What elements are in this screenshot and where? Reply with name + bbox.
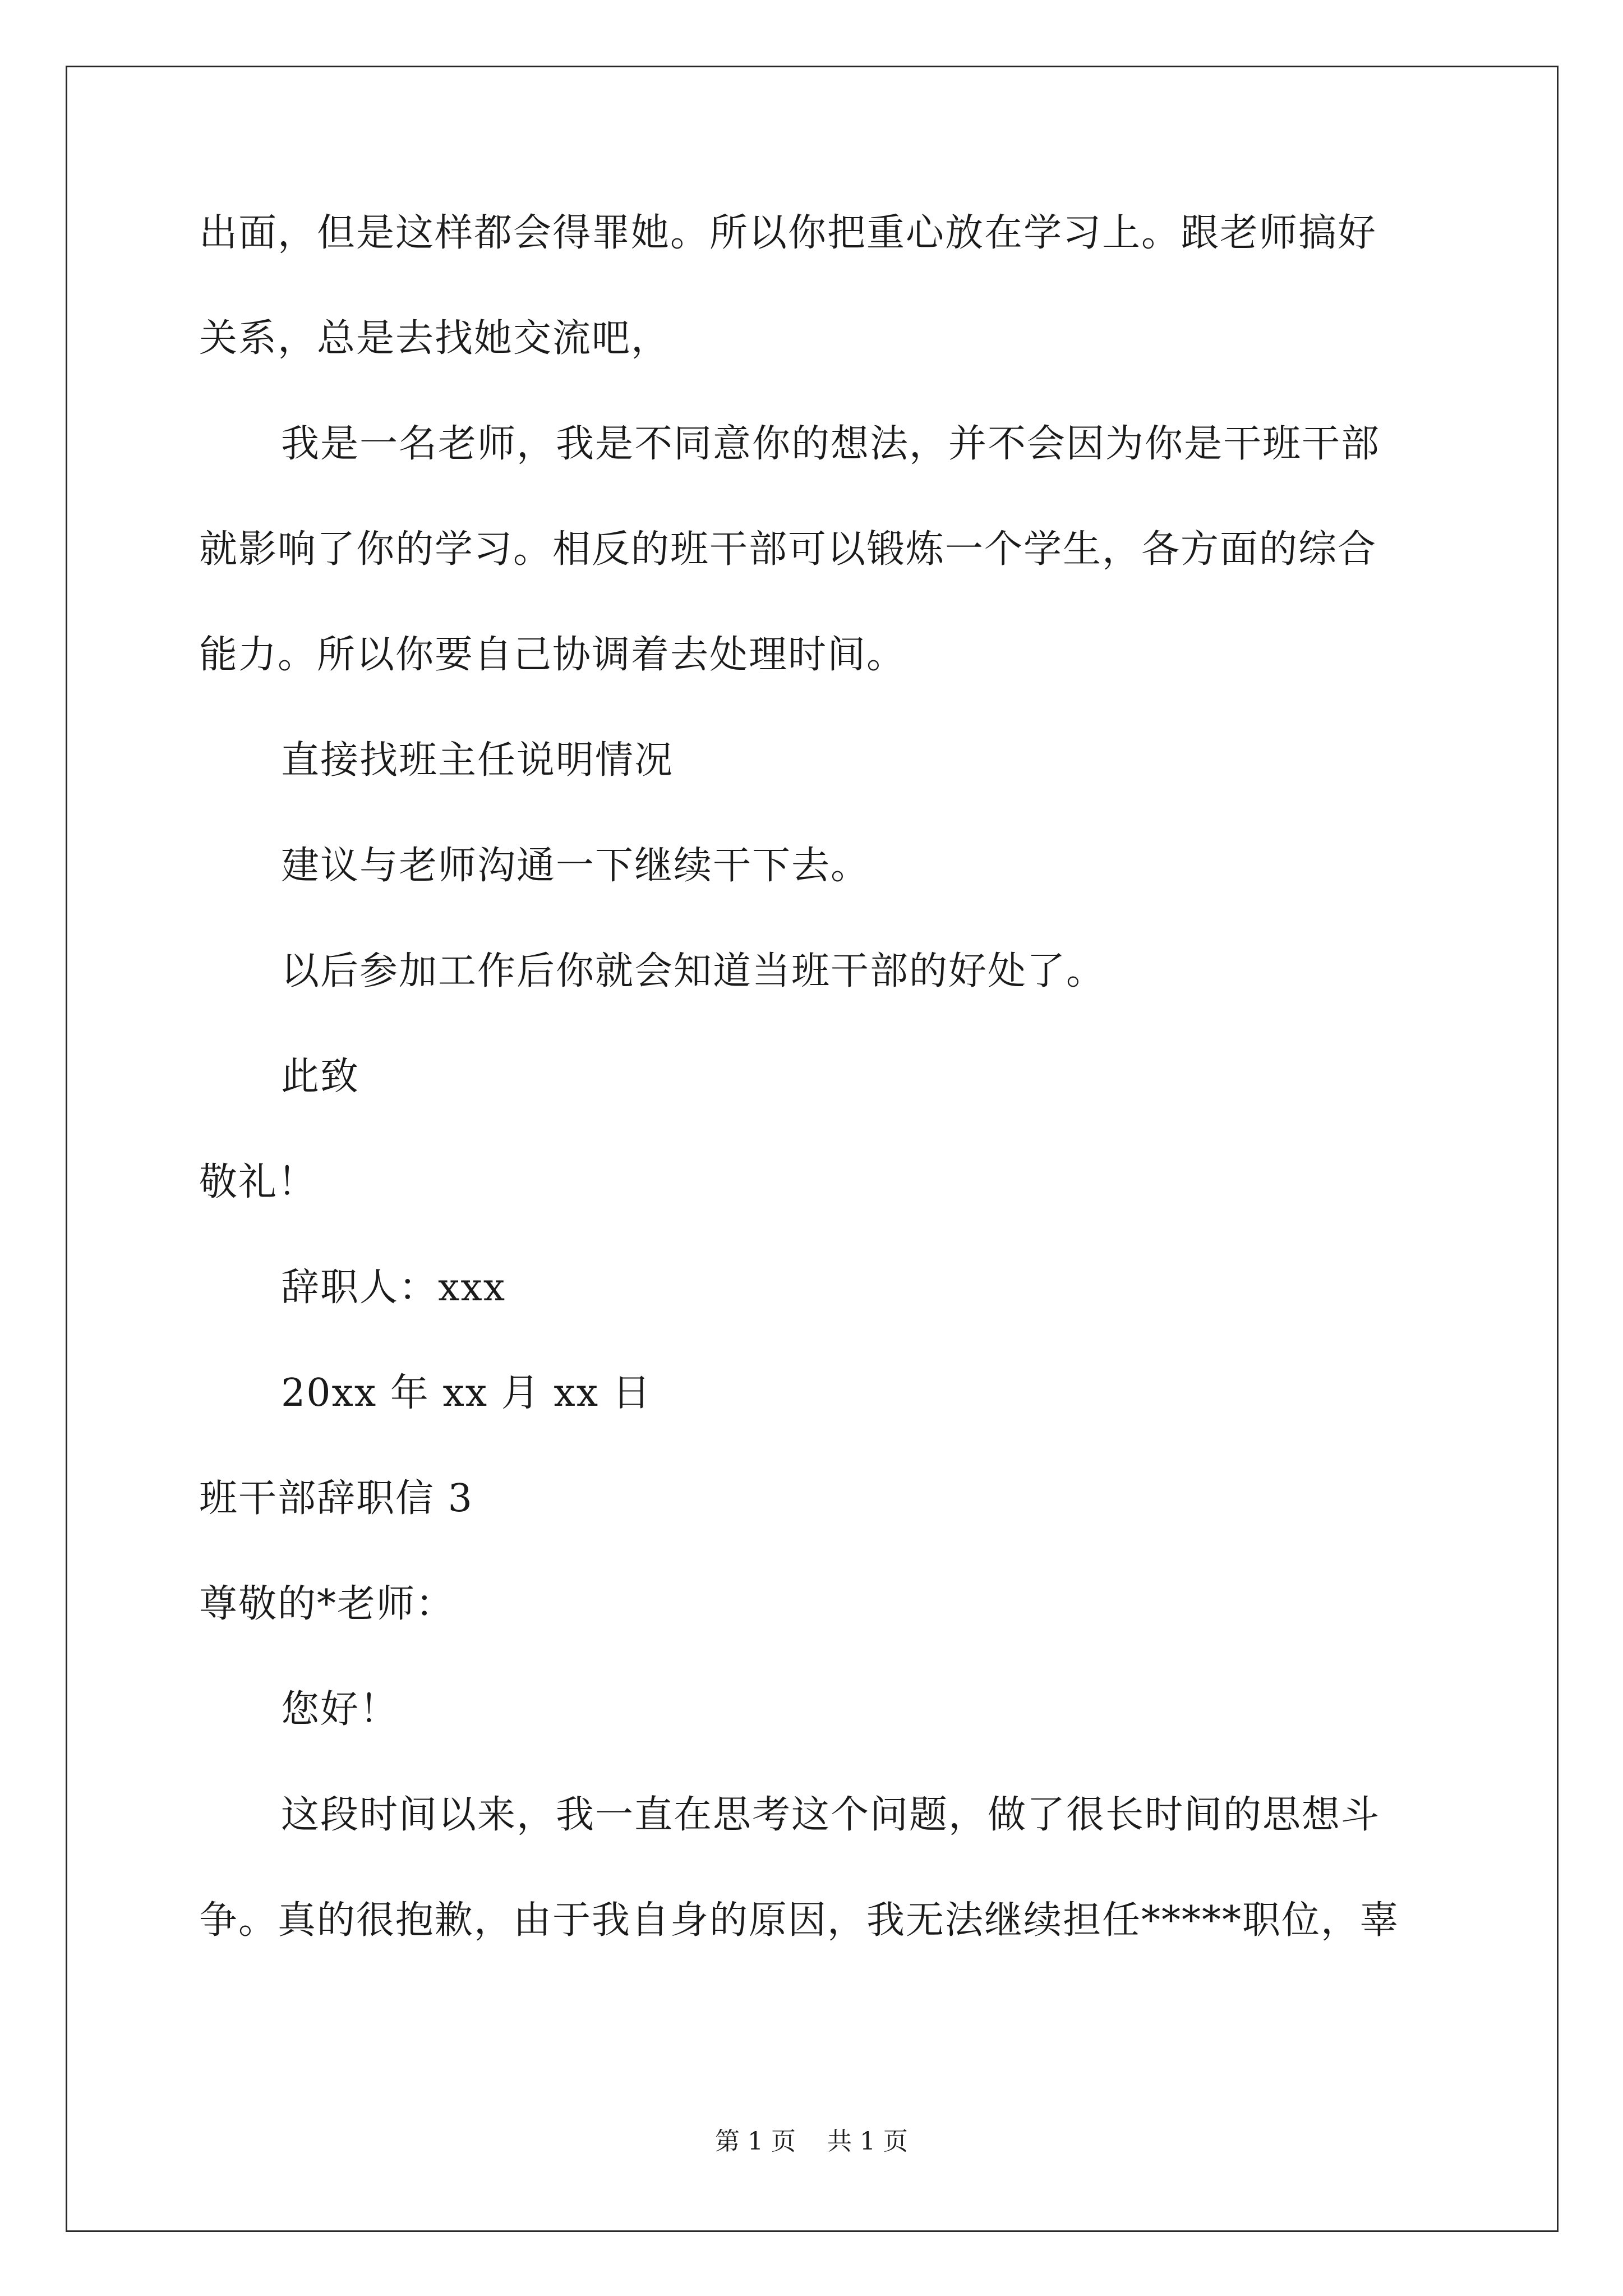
body-line: 我是一名老师，我是不同意你的想法，并不会因为你是干班干部	[281, 422, 1381, 466]
signature-line: 辞职人：xxx	[281, 1266, 506, 1310]
closing-line: 此致	[281, 1055, 360, 1099]
body-line: 这段时间以来，我一直在思考这个问题，做了很长时间的思想斗	[281, 1793, 1381, 1837]
body-line: 争。真的很抱歉，由于我自身的原因，我无法继续担任*****职位，辜	[199, 1898, 1400, 1943]
greeting-line: 尊敬的*老师：	[199, 1582, 455, 1626]
salutation-line: 敬礼！	[199, 1160, 317, 1204]
page-footer: 第 1 页 共 1 页	[715, 2127, 908, 2156]
body-line: 直接找班主任说明情况	[281, 738, 674, 783]
body-line: 关系，总是去找她交流吧，	[199, 316, 671, 361]
greeting-line: 您好！	[281, 1687, 399, 1732]
body-line: 出面，但是这样都会得罪她。所以你把重心放在学习上。跟老师搞好	[199, 211, 1377, 255]
body-line: 建议与老师沟通一下继续干下去。	[281, 844, 870, 888]
section-title: 班干部辞职信 3	[199, 1476, 473, 1521]
body-line: 能力。所以你要自己协调着去处理时间。	[199, 633, 906, 677]
body-line: 就影响了你的学习。相反的班干部可以锻炼一个学生，各方面的综合	[199, 527, 1377, 572]
body-line: 以后参加工作后你就会知道当班干部的好处了。	[281, 949, 1106, 993]
date-line: 20xx 年 xx 月 xx 日	[281, 1371, 652, 1415]
